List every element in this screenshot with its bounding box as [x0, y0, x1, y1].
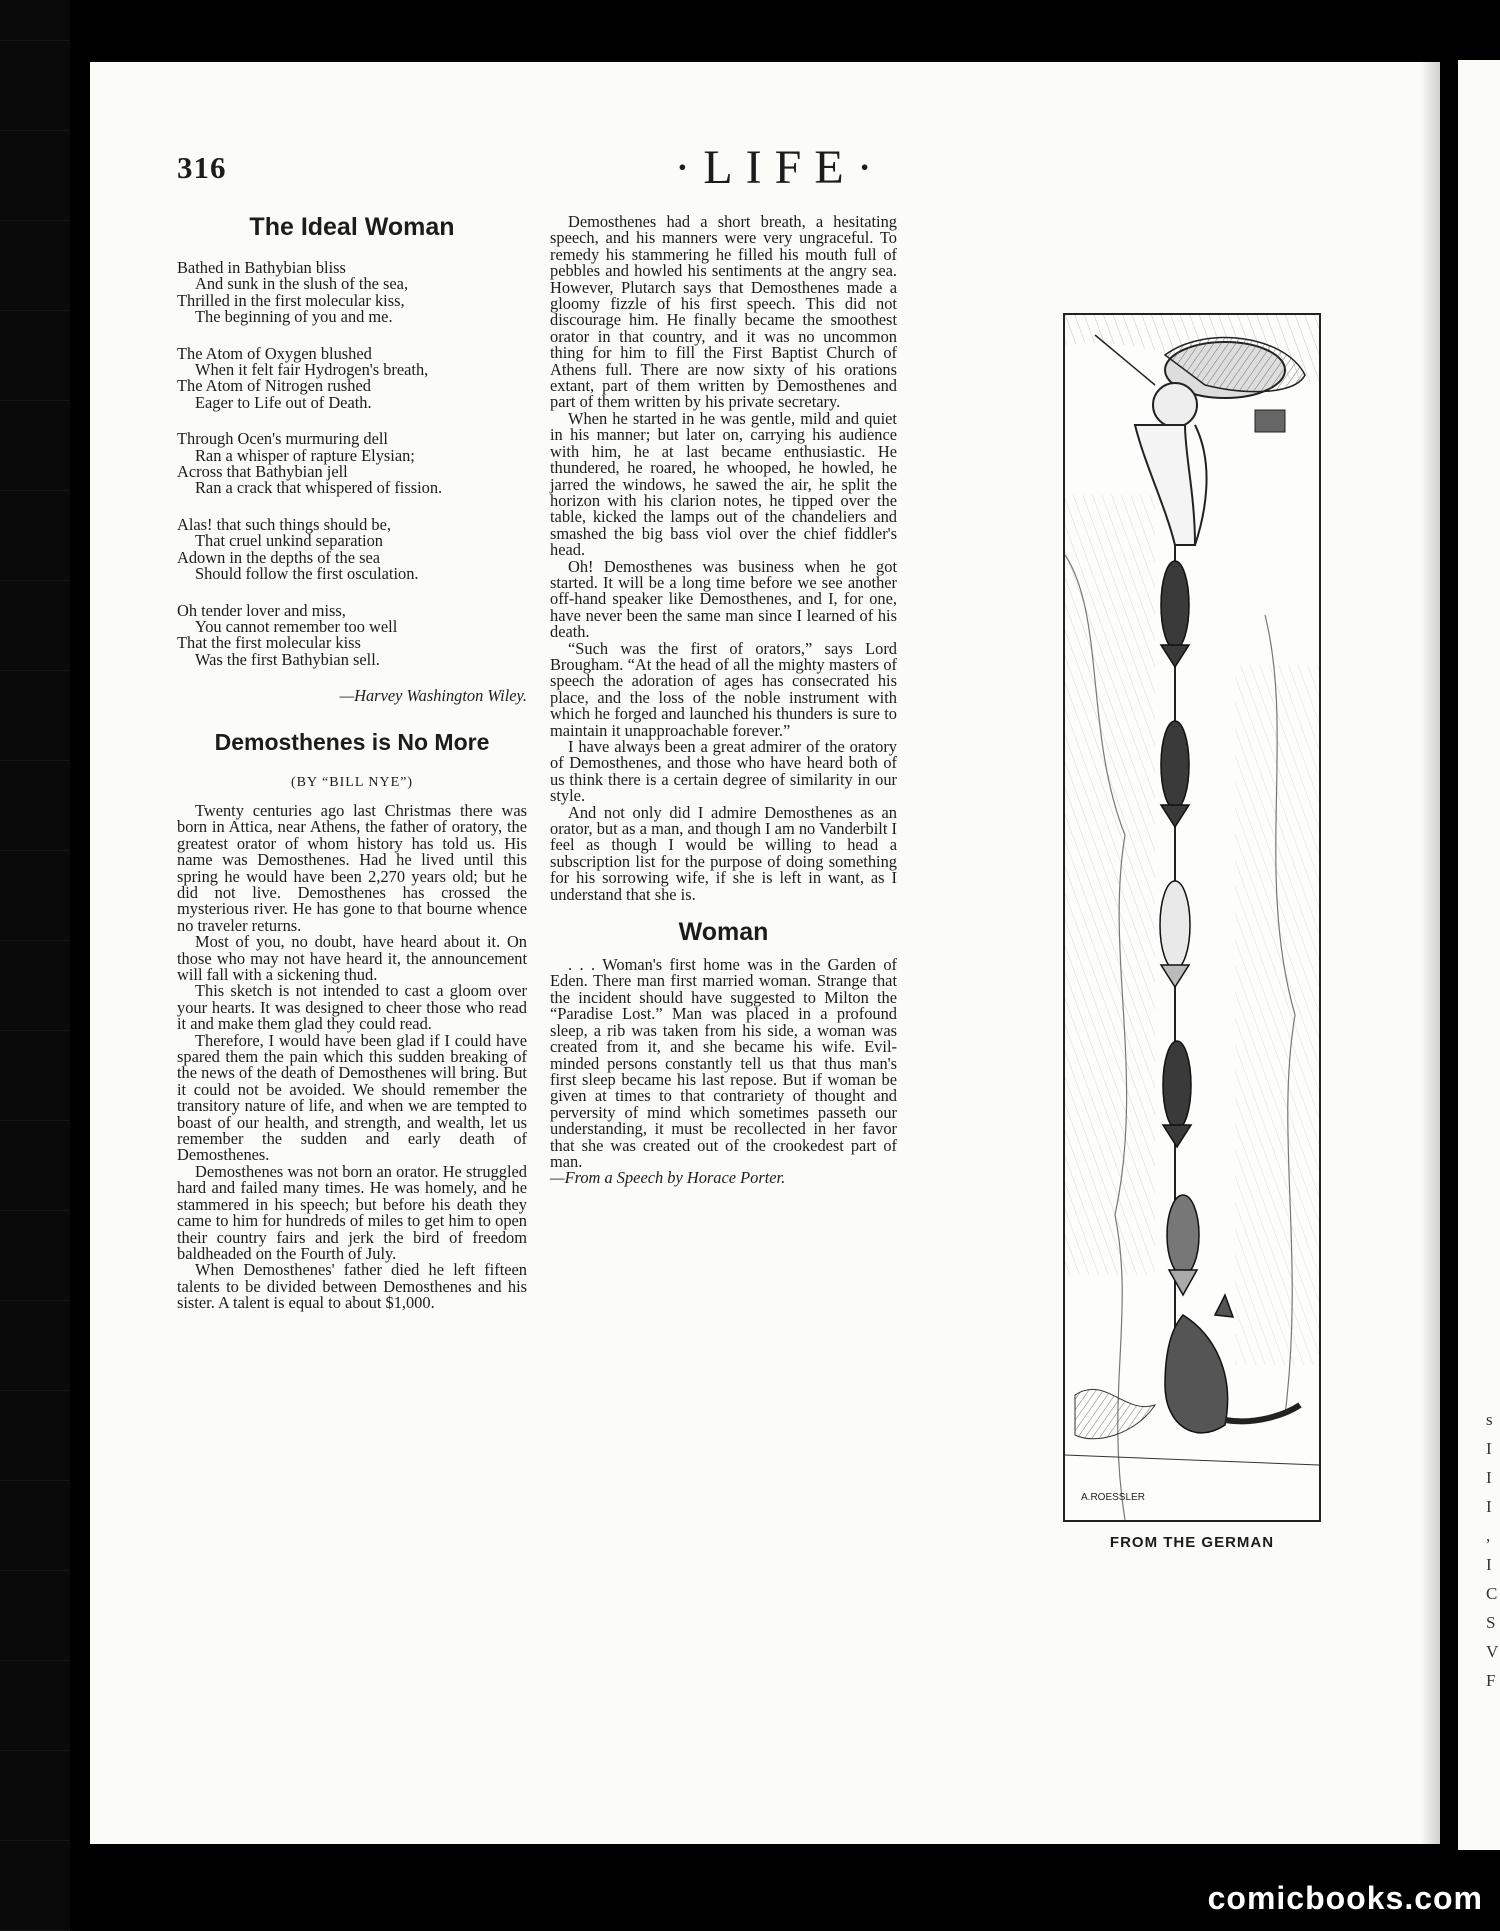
poem-stanza: [177, 343, 527, 412]
poem-attribution: —Harvey Washington Wiley.: [339, 686, 527, 706]
poem-stanza: [177, 600, 527, 669]
article-paragraph: “Such was the first of orators,” says Lord Brougham. “At the head of all the mighty masters of speech the adoration of ages has consecrated his place, and the loss of the noble instrument with which he forged and launched his thunders is sure to maintain it unapproachable forever.”: [550, 638, 897, 740]
article-paragraph: Therefore, I would have been glad if I could have spared them the pain which this sudden breaking of the news of the death of Demosthenes will bring. But it could not be avoided. We should remember the transitory nature of life, and when we are tempted to boast of our health, and strength, and wealth, let us remember the sudden and early death of Demosthenes.: [177, 1030, 527, 1165]
poem-line: Oh tender lover and miss,: [177, 600, 346, 620]
woman-title: Woman: [678, 918, 769, 947]
illustration-caption: FROM THE GERMAN: [1109, 1534, 1275, 1551]
poem-line: That the first molecular kiss: [177, 633, 361, 653]
article-paragraph: Demosthenes was not born an orator. He struggled hard and failed many times. He was homely, and he stammered in his speech; but before his death they came to him for hundreds of miles to get him to open their country fairs and jerk the bird of freedom baldheaded on the Fourth of July.: [177, 1161, 527, 1263]
poem-line: Across that Bathybian jell: [177, 462, 348, 482]
article-paragraph: Twenty centuries ago last Christmas there was born in Attica, near Athens, the father of oratory, the greatest orator of whom history has told us. His name was Demosthenes. Had he lived until this spring he would have been 2,270 years old; but he did not live. Demosthenes has crossed the mysterious river. He has gone to that bourne whence no traveler returns.: [177, 800, 527, 935]
edge-letter: I: [1486, 1439, 1492, 1458]
edge-letter: s: [1486, 1410, 1493, 1429]
poem-body: [177, 260, 527, 668]
poem-title: The Ideal Woman: [249, 213, 455, 241]
article-body-middle: [550, 214, 897, 903]
poem-line: Bathed in Bathybian bliss: [177, 258, 346, 277]
poem-line: That cruel unkind separation: [195, 531, 383, 551]
woman-text: . . . Woman's first home was in the Garden of Eden. There man first married woman. Strange that the incident should have suggested to Milton the “Paradise Lost.” Man was placed in a profound sleep, a rib was taken from his side, a woman was created from it, and she became his wife. Evil-minded persons constantly tell us that thus man's first sleep became his last repose. But if woman be given at times to that contrariety of thought and perversity of mind which sometimes passeth our understanding, it must be recollected in her favor that she was created out of the crookedest part of man.: [550, 955, 897, 1171]
column-middle: [550, 214, 897, 1187]
article-paragraph: I have always been a great admirer of the oratory of Demosthenes, and those who have heard both of us think there is a certain degree of similarity in our style.: [550, 737, 897, 806]
poem-line: Thrilled in the first molecular kiss,: [177, 290, 405, 310]
edge-letter: S: [1486, 1613, 1496, 1632]
article-paragraph: When Demosthenes' father died he left fifteen talents to be divided between Demosthenes and his sister. A talent is equal to about $1,000.: [177, 1260, 527, 1313]
poem-stanza: [177, 514, 527, 584]
article-paragraph: Demosthenes had a short breath, a hesitating speech, and his manners were very ungraceful. To remedy his stammering he filled his mouth full of pebbles and howled his sentiments at the angry sea. However, Plutarch says that Demosthenes made a gloomy fizzle of his first speech. This did not discourage him. He finally became the smoothest orator in that country, and it was no uncommon thing for him to fill the First Baptist Church of Athens full. There are now sixty of his orations extant, part of them written by Demosthenes and part of them written by his private secretary.: [550, 212, 897, 412]
poem-line: Through Ocen's murmuring dell: [177, 429, 388, 449]
article-paragraph: Most of you, no doubt, have heard about it. On those who may not have heard it, the announcement will fall with a sickening thud.: [177, 932, 527, 984]
poem-line: The Atom of Nitrogen rushed: [177, 376, 371, 396]
poem-line: Eager to Life out of Death.: [195, 392, 372, 412]
edge-letter: F: [1486, 1671, 1496, 1690]
poem-line: And sunk in the slush of the sea,: [195, 274, 409, 294]
article-paragraph: And not only did I admire Demosthenes as an orator, but as a man, and though I am no Vanderbilt I feel as though I would be willing to head a subscription list for the purpose of doing something for his sorrowing wife, if she is left in want, as I understand that she is.: [550, 802, 897, 904]
poem-line: Adown in the depths of the sea: [177, 547, 381, 567]
poem-line: The beginning of you and me.: [195, 307, 393, 327]
edge-letter: I: [1486, 1468, 1492, 1487]
poem-line: The Atom of Oxygen blushed: [177, 343, 372, 363]
poem-line: Was the first Bathybian sell.: [195, 649, 380, 669]
article-byline: (BY “BILL NYE”): [290, 774, 414, 790]
poem-stanza: [177, 260, 527, 326]
article-paragraph: This sketch is not intended to cast a gloom over your hearts. It was designed to cheer those who read it and make them glad they could read.: [177, 981, 527, 1034]
article-paragraph: When he started in he was gentle, mild and quiet in his manner; but later on, carrying his audience with him, he at last became enthusiastic. He thundered, he roared, he whooped, he howled, he jarred the windows, he sawed the air, he split the horizon with his clarion notes, he tipped over the table, kicked the lamps out of the chandeliers and smashed the big bass viol over the chief fiddler's head.: [550, 408, 897, 560]
illustration-drawing: [1065, 315, 1319, 1520]
woman-source: —From a Speech by Horace Porter.: [550, 1168, 786, 1188]
poem-line: You cannot remember too well: [195, 616, 398, 636]
illustration-fox-chain: [1063, 313, 1321, 1522]
watermark: comicbooks.com: [1207, 1880, 1483, 1916]
poem-line: Alas! that such things should be,: [177, 514, 391, 534]
edge-letter: ,: [1486, 1526, 1491, 1545]
adjacent-page-letters: [1486, 1405, 1500, 1695]
article-title: Demosthenes is No More: [214, 728, 490, 755]
poem-line: Should follow the first osculation.: [195, 564, 419, 584]
poem-line: Ran a crack that whispered of fission.: [195, 478, 443, 498]
edge-letter: I: [1486, 1555, 1492, 1574]
edge-letter: C: [1486, 1584, 1498, 1603]
article-paragraph: Oh! Demosthenes was business when he got started. It will be a long time before we see another off-hand speaker like Demosthenes, and I, for one, have never been the same man since I learned of his death.: [550, 556, 897, 642]
column-left: [177, 212, 527, 1312]
poem-line: Ran a whisper of rapture Elysian;: [195, 445, 415, 465]
edge-letter: I: [1486, 1497, 1492, 1516]
article-body-left: [177, 800, 527, 1313]
page-number: 316: [177, 150, 227, 185]
poem-line: When it felt fair Hydrogen's breath,: [195, 360, 429, 380]
poem-stanza: [177, 431, 527, 497]
artist-signature: A.ROESSLER: [1081, 1492, 1145, 1503]
edge-letter: V: [1486, 1642, 1499, 1661]
masthead: ·LIFE·: [674, 141, 886, 194]
